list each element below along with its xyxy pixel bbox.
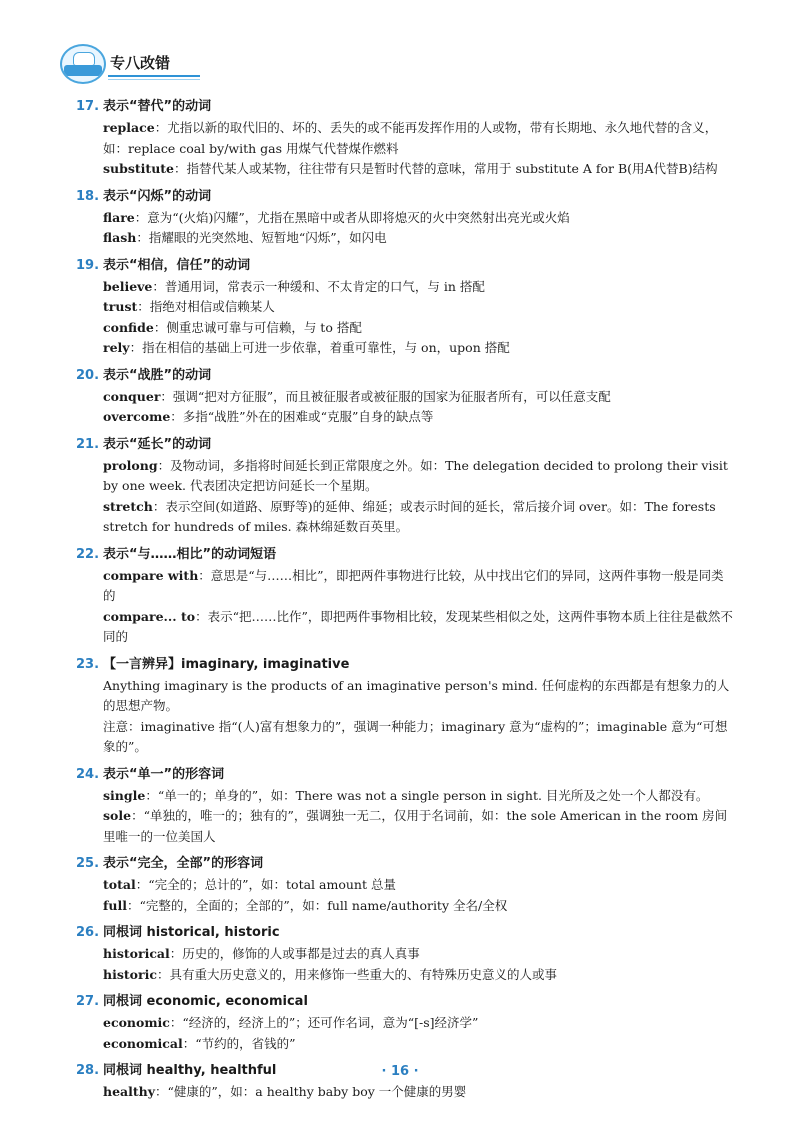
definition-text: ：及物动词，多指将时间延长到正常限度之外。如：The delegation decided to prolong their visit by one week. 代表团决定把访问延长一个星期。	[103, 457, 728, 493]
definition-text: ：“健康的”，如：a healthy baby boy 一个健康的男婴	[155, 1084, 467, 1099]
definition-line	[103, 717, 736, 758]
entry-number: 27.	[76, 994, 100, 1009]
definition-term: flash	[103, 230, 137, 245]
entry-number: 23.	[76, 656, 100, 672]
definition-text: ：指绝对相信或信赖某人	[137, 299, 275, 314]
definition-line	[103, 676, 736, 717]
definition-text: ：“单独的，唯一的；独有的”，强调独一无二，仅用于名词前，如：the sole American in the room 房间里唯一的一位美国人	[103, 808, 728, 844]
definition-line	[103, 338, 736, 359]
definition-line	[103, 875, 736, 896]
definition-text: ：普通用词，常表示一种缓和、不太肯定的口气，与 in 搭配	[152, 278, 485, 294]
definition-text: ：强调“把对方征服”，而且被征服者或被征服的国家为征服者所有，可以任意支配	[160, 388, 611, 404]
entry-number: 19.	[76, 257, 100, 273]
definition-line	[103, 159, 736, 180]
definition-text: ：意为“(火焰)闪耀”，尤指在黑暗中或者从即将熄灭的火中突然射出亮光或火焰	[134, 209, 570, 225]
definition-term: compare with	[103, 567, 199, 583]
entry-body	[76, 786, 736, 848]
definition-term: flare	[103, 209, 135, 225]
definition-line	[103, 1082, 736, 1103]
entry-body	[76, 1082, 736, 1103]
definition-line	[103, 566, 736, 607]
entry-heading	[76, 434, 736, 456]
entry-number: 17.	[76, 99, 100, 114]
entry-title: 表示“替代”的动词	[103, 99, 212, 114]
definition-term: healthy	[103, 1084, 156, 1099]
definition-term: economic	[103, 1015, 170, 1030]
entry-heading	[76, 922, 736, 944]
definition-line	[103, 318, 736, 339]
entry-heading	[76, 544, 736, 566]
entry-body	[76, 944, 736, 985]
definition-term: overcome	[103, 409, 171, 424]
definition-term: believe	[103, 278, 153, 294]
entry	[76, 96, 736, 180]
entry-body	[76, 387, 736, 428]
entry-heading	[76, 96, 736, 118]
definition-line	[103, 1013, 736, 1034]
definition-text: ：尤指以新的取代旧的、坏的、丢失的或不能再发挥作用的人或物，带有长期地、永久地代替的含义，如：replace coal by/with gas 用煤气代替煤作燃料	[103, 120, 718, 156]
entry-heading	[76, 255, 736, 277]
entry-number: 18.	[76, 188, 100, 204]
entry-title: 表示“闪烁”的动词	[103, 188, 212, 204]
definition-line	[103, 607, 736, 648]
definition-line	[103, 456, 736, 497]
definition-line	[103, 297, 736, 318]
definition-text: ：指在相信的基础上可进一步依靠，着重可靠性，与 on，upon 搭配	[129, 340, 510, 355]
definition-term: stretch	[103, 498, 153, 514]
definition-text: ：多指“战胜”外在的困难或“克服”自身的缺点等	[170, 409, 434, 424]
page-number: · 16 ·	[381, 1064, 419, 1079]
definition-line	[103, 407, 736, 428]
definition-term: total	[103, 877, 136, 892]
definition-text: ：意思是“与……相比”，即把两件事物进行比较，从中找出它们的异同，这两件事物一般是同类的	[103, 567, 724, 603]
definition-line	[103, 965, 736, 986]
definition-term: substitute	[103, 161, 175, 176]
entry-body	[76, 566, 736, 648]
entry-heading	[76, 991, 736, 1013]
definition-term: compare... to	[103, 608, 196, 624]
definition-text: ：“单一的；单身的”，如：There was not a single person in sight. 目光所及之处一个人都没有。	[145, 787, 709, 803]
definition-text: ：侧重忠诚可靠与可信赖，与 to 搭配	[153, 319, 362, 335]
definition-term: historic	[103, 966, 157, 982]
definition-line	[103, 806, 736, 847]
definition-line	[103, 944, 736, 965]
entry-number: 25.	[76, 856, 100, 871]
entry-body	[76, 208, 736, 249]
definition-text: ：“完全的；总计的”，如：total amount 总量	[135, 877, 396, 892]
entry-title: 表示“延长”的动词	[103, 436, 212, 452]
entry-body	[76, 676, 736, 758]
definition-term: rely	[103, 340, 130, 355]
entry	[76, 991, 736, 1054]
definition-text: Anything imaginary is the products of an imaginative person's mind. 任何虚构的东西都是有想象力的人的思想产物。	[103, 677, 730, 713]
definition-line	[103, 896, 736, 917]
definition-text: ：具有重大历史意义的，用来修饰一些重大的、有特殊历史意义的人或事	[156, 966, 557, 982]
page-header	[60, 44, 200, 84]
entry-title: 同根词 economic, economical	[103, 994, 308, 1009]
entry-heading	[76, 764, 736, 786]
entry-heading	[76, 654, 736, 676]
entry-number: 22.	[76, 546, 100, 562]
definition-term: replace	[103, 120, 155, 135]
definition-text: ：“完整的，全面的；全部的”，如：full name/authority 全名/全权	[126, 897, 508, 913]
definition-line	[103, 786, 736, 807]
entry-body	[76, 456, 736, 538]
section-title: 专八改错	[110, 54, 171, 72]
entry-title: 表示“完全，全部”的形容词	[103, 856, 264, 871]
entry-number: 28.	[76, 1063, 100, 1078]
entry-title: 表示“战胜”的动词	[103, 367, 212, 383]
definition-line	[103, 208, 736, 229]
definition-text: ：“经济的，经济上的”；还可作名词，意为“[-s]经济学”	[169, 1015, 479, 1030]
graduation-cap-icon	[60, 44, 106, 84]
definition-text: ：“节约的，省钱的”	[182, 1035, 296, 1051]
definition-term: historical	[103, 946, 170, 961]
entry-number: 24.	[76, 766, 100, 782]
entry-title: 表示“相信，信任”的动词	[103, 257, 251, 273]
definition-term: conquer	[103, 388, 161, 404]
entry-body	[76, 118, 736, 180]
entry-heading	[76, 186, 736, 208]
definition-term: confide	[103, 319, 154, 335]
entry	[76, 922, 736, 985]
definition-term: trust	[103, 299, 138, 314]
entry	[76, 544, 736, 648]
definition-line	[103, 497, 736, 538]
entry-title: 同根词 healthy, healthful	[103, 1063, 277, 1078]
definition-text: ：指耀眼的光突然地、短暂地“闪烁”，如闪电	[136, 230, 387, 245]
entry	[76, 853, 736, 916]
entry-number: 26.	[76, 925, 100, 940]
entry-heading	[76, 853, 736, 875]
definition-line	[103, 228, 736, 249]
definition-term: full	[103, 897, 127, 913]
entry-title: 表示“与……相比”的动词短语	[103, 546, 277, 562]
entry-body	[76, 875, 736, 916]
entry-body	[76, 277, 736, 359]
definition-line	[103, 118, 736, 159]
definition-term: single	[103, 787, 146, 803]
definition-text: ：历史的，修饰的人或事都是过去的真人真事	[169, 946, 420, 961]
entry-title: 表示“单一”的形容词	[103, 766, 225, 782]
definition-line	[103, 277, 736, 298]
entry-number: 21.	[76, 436, 100, 452]
definition-text: ：表示空间(如道路、原野等)的延伸、绵延；或表示时间的延长，常后接介词 over。如：The forests stretch for hundreds of miles. 森林绵延数百英里。	[103, 498, 716, 534]
entry	[76, 365, 736, 428]
entry-number: 20.	[76, 367, 100, 383]
header-rule	[108, 75, 200, 77]
entry	[76, 186, 736, 249]
definition-text: ：指替代某人或某物，往往带有只是暂时代替的意味，常用于 substitute A for B(用A代替B)结构	[174, 161, 718, 176]
definition-line	[103, 1034, 736, 1055]
definition-text: ：表示“把……比作”，即把两件事物相比较，发现某些相似之处，这两件事物本质上往往是截然不同的	[103, 608, 733, 644]
entry-heading	[76, 365, 736, 387]
definition-text: 注意：imaginative 指“(人)富有想象力的”，强调一种能力；imaginary 意为“虚构的”；imaginable 意为“可想象的”。	[103, 718, 728, 754]
entry-list	[76, 96, 736, 1109]
entry-body	[76, 1013, 736, 1054]
header-rule-thin	[108, 79, 200, 80]
definition-term: prolong	[103, 457, 158, 473]
definition-line	[103, 387, 736, 408]
entry	[76, 255, 736, 359]
definition-term: sole	[103, 808, 132, 823]
entry	[76, 434, 736, 538]
entry-title: 【一言辨异】imaginary, imaginative	[103, 656, 350, 672]
entry	[76, 764, 736, 848]
definition-term: economical	[103, 1035, 183, 1051]
entry	[76, 654, 736, 758]
entry-title: 同根词 historical, historic	[103, 925, 280, 940]
